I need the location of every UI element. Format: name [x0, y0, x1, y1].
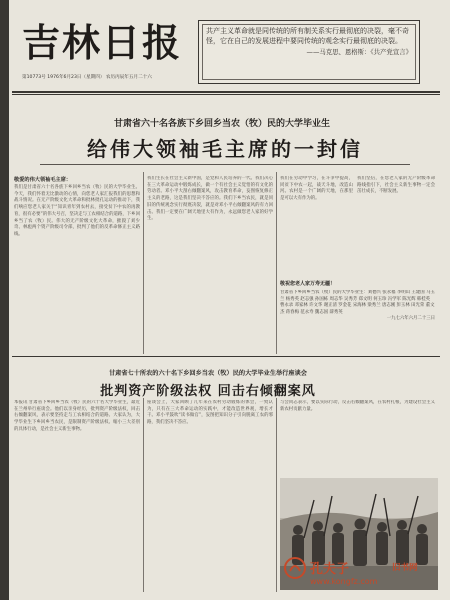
column-divider	[143, 398, 144, 592]
watermark	[280, 552, 445, 592]
column-divider	[276, 172, 277, 354]
second-column-3-text: 与会同志表示，要以实际行动，反击右倾翻案风，在农村扎根，为建设社会主义新农村贡献力量。	[280, 400, 435, 412]
watermark-brand-suffix: 旧书网	[392, 563, 418, 573]
lead-column-4-text: 我们坚信，在您老人家的无产阶级革命路线指引下，社会主义新生事物一定会茁壮成长，不断发展。	[357, 176, 435, 195]
lead-kicker: 甘肃省六十名各族下乡回乡当农（牧）民的大学毕业生	[113, 119, 330, 129]
issue-line: 第10773号 1976年6月23日（星期四） 农历丙辰年五月二十六	[22, 75, 152, 80]
lead-column-4	[357, 176, 435, 276]
second-column-2	[147, 400, 273, 590]
section-rule	[12, 356, 440, 357]
second-kicker: 甘肃省七十所农的六十名下乡回乡当农（牧）民的大学毕业生举行座谈会	[109, 370, 307, 377]
lead-column-1-text: 我们是甘肃省六十名各族下乡回乡当农（牧）民的大学毕业生。今天，我们怀着无比激动的心情，向您老人家汇报我们的思想和战斗情况。在无产阶级文化大革命和批林批孔运动的推动下，我们响应您老人家关于“知识青年到农村去，接受贫下中农的再教育，很有必要”的伟大号召，坚决走与工农相结合的道路，下乡回乡当了农（牧）民。伟大的无产阶级文化大革命，摧毁了刘少奇、林彪两个资产阶级司令部，批判了他们的反革命修正主义路线。	[14, 185, 140, 237]
second-column-1-text: 本报讯 甘肃省下乡回乡当农（牧）民的六十名大学毕业生，最近在兰州举行座谈会。他们以亲身经历，批判资产阶级法权，回击右倾翻案风，表示要坚持走与工农相结合的道路。大家认为，大学毕业生下乡回乡当农民，是限制资产阶级法权、缩小三大差别的具体行动，是社会主义新生事物。	[14, 400, 140, 432]
page-binding-edge	[0, 0, 9, 600]
lead-headline: 给伟大领袖毛主席的一封信	[87, 137, 363, 161]
second-column-2-text: 座谈会上，大家回顾了几年来在农村劳动锻炼的体会，一致认为，只有在三大革命运动的实践中，才能改造世界观，增长才干。邓小平鼓吹“读书做官”，妄图把知识分子引向脱离工农的邪路，我们坚决不答应。	[147, 400, 273, 426]
masthead	[22, 14, 197, 82]
letter-date: 一九七六年六月二十三日	[386, 316, 435, 322]
quote-text: 共产主义革命就是同传统的所有制关系实行最彻底的决裂，毫不奇怪，它在自己的发展进程中要同传统的观念实行最彻底的决裂。	[206, 27, 409, 45]
second-column-3	[280, 400, 435, 474]
masthead-title: 吉林日报	[22, 20, 183, 65]
masthead-rule-thin	[12, 94, 440, 95]
lead-column-2	[147, 176, 273, 354]
masthead-rule-thick	[12, 91, 440, 93]
column-divider	[276, 398, 277, 592]
quote-box	[198, 20, 420, 84]
watermark-url: www.kongfz.com	[310, 577, 378, 586]
lead-column-3	[280, 176, 353, 276]
lead-column-3-text: 我们在劳动中学习，在斗争中提高，同贫下中农一起，战天斗地，改造山河。农村是一个广阔的天地，在那里是可以大有作为的。	[280, 176, 353, 202]
column-divider	[143, 172, 144, 354]
kongfz-logo-icon	[284, 557, 306, 579]
signer-list	[280, 290, 435, 350]
lead-column-1	[14, 176, 140, 354]
letter-salutation: 敬爱的伟大领袖毛主席：	[14, 176, 140, 183]
letter-greeting: 敬祝您老人家万寿无疆！	[280, 281, 336, 287]
signer-names: 甘肃省下乡回乡当农（牧）民的大学毕业生：刘德兴 张永福 李明山 王建国 马玉兰 杨秀英 赵志强 孙国栋 周志华 吴秀芳 郑文明 何玉珍 冯学军 陈光辉 韩桂英 曹永录 邓家林 许文华 谢正清 罗金花 宋海林 梁秀兰 唐志刚 彭玉林 田光荣 董文杰 蒋春梅 范永寿 魏志国 薛秀英	[280, 290, 435, 315]
watermark-brand: 孔夫子	[310, 562, 350, 577]
second-headline: 批判资产阶级法权 回击右倾翻案风	[100, 384, 316, 399]
second-column-1	[14, 400, 140, 590]
lead-column-2-text: 我们生长在社会主义新中国，是党和人民培养的一代。我们决心在三大革命运动中锻炼成长，做一个有社会主义觉悟的有文化的劳动者。邓小平大刮右倾翻案风，攻击教育革命，妄图恢复修正主义的老路，这是我们坚决不答应的。我们下乡当农民，就是同旧的传统观念实行彻底决裂，就是对邓小平右倾翻案风的有力回击。我们一定要在广阔天地里大有作为，永远做您老人家的好学生。	[147, 176, 273, 222]
quote-source: ——马克思、恩格斯：《共产党宣言》	[306, 48, 412, 56]
headline-rule	[40, 164, 410, 165]
